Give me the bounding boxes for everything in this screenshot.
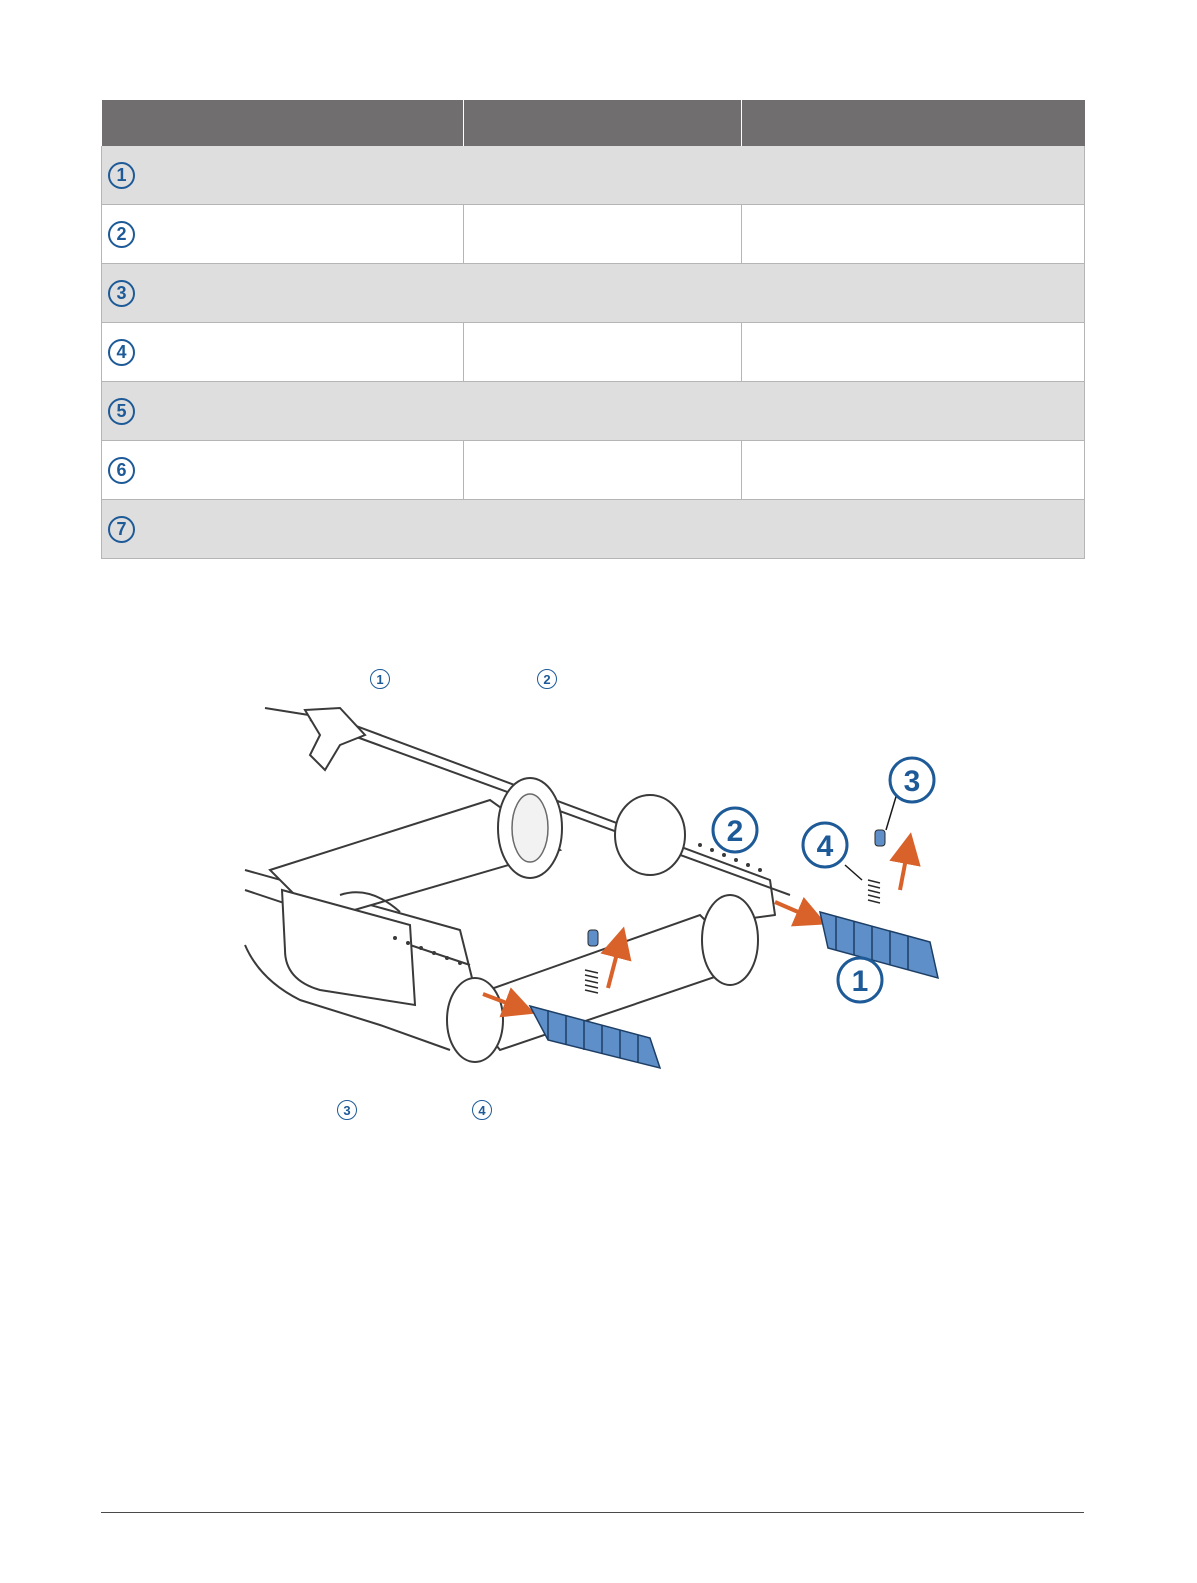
table-row	[102, 382, 1085, 441]
table-cell	[102, 382, 1085, 441]
inline-callout: 4	[472, 1100, 492, 1120]
table-cell	[102, 264, 1085, 323]
table-cell	[102, 441, 464, 500]
figure-callout-label: 4	[816, 830, 834, 863]
frame-handle	[305, 708, 365, 770]
table-row	[102, 146, 1085, 205]
table-cell	[464, 323, 742, 382]
table-row	[102, 205, 1085, 264]
figure-callout-label: 2	[726, 815, 744, 848]
table-cell	[102, 323, 464, 382]
inline-callout: 3	[337, 1100, 357, 1120]
figure-callout-4	[803, 823, 847, 867]
figure-callout-label: 1	[851, 965, 869, 998]
table-header-cell	[464, 100, 742, 146]
inline-callout: 1	[370, 669, 390, 689]
table-row	[102, 500, 1085, 559]
figure-callout-3	[890, 758, 934, 802]
right-parts	[775, 790, 938, 978]
spec-table	[101, 100, 1085, 559]
table-header-cell	[742, 100, 1085, 146]
table-cell	[742, 323, 1085, 382]
table-cell	[102, 146, 1085, 205]
figure-callout-label: 3	[903, 765, 921, 798]
footer-rule	[101, 1512, 1084, 1513]
table-cell	[742, 205, 1085, 264]
callout-number: 5	[108, 398, 135, 425]
inline-callout: 2	[537, 669, 557, 689]
table-header-row	[102, 100, 1085, 146]
table-cell	[102, 500, 1085, 559]
callout-number: 6	[108, 457, 135, 484]
table-row	[102, 264, 1085, 323]
table-cell	[742, 441, 1085, 500]
table-cell	[464, 441, 742, 500]
table-row	[102, 323, 1085, 382]
callout-number: 1	[108, 162, 135, 189]
callout-number: 4	[108, 339, 135, 366]
callout-number: 3	[108, 280, 135, 307]
table-header-cell	[102, 100, 464, 146]
callout-number: 7	[108, 516, 135, 543]
table-row	[102, 441, 1085, 500]
table-cell	[464, 205, 742, 264]
figure-callout-2	[713, 808, 757, 852]
callout-number: 2	[108, 221, 135, 248]
back-wheel	[615, 795, 685, 875]
roller-end-cap-illustration	[230, 680, 950, 1110]
table-cell	[102, 205, 464, 264]
figure-callout-1	[838, 958, 882, 1002]
